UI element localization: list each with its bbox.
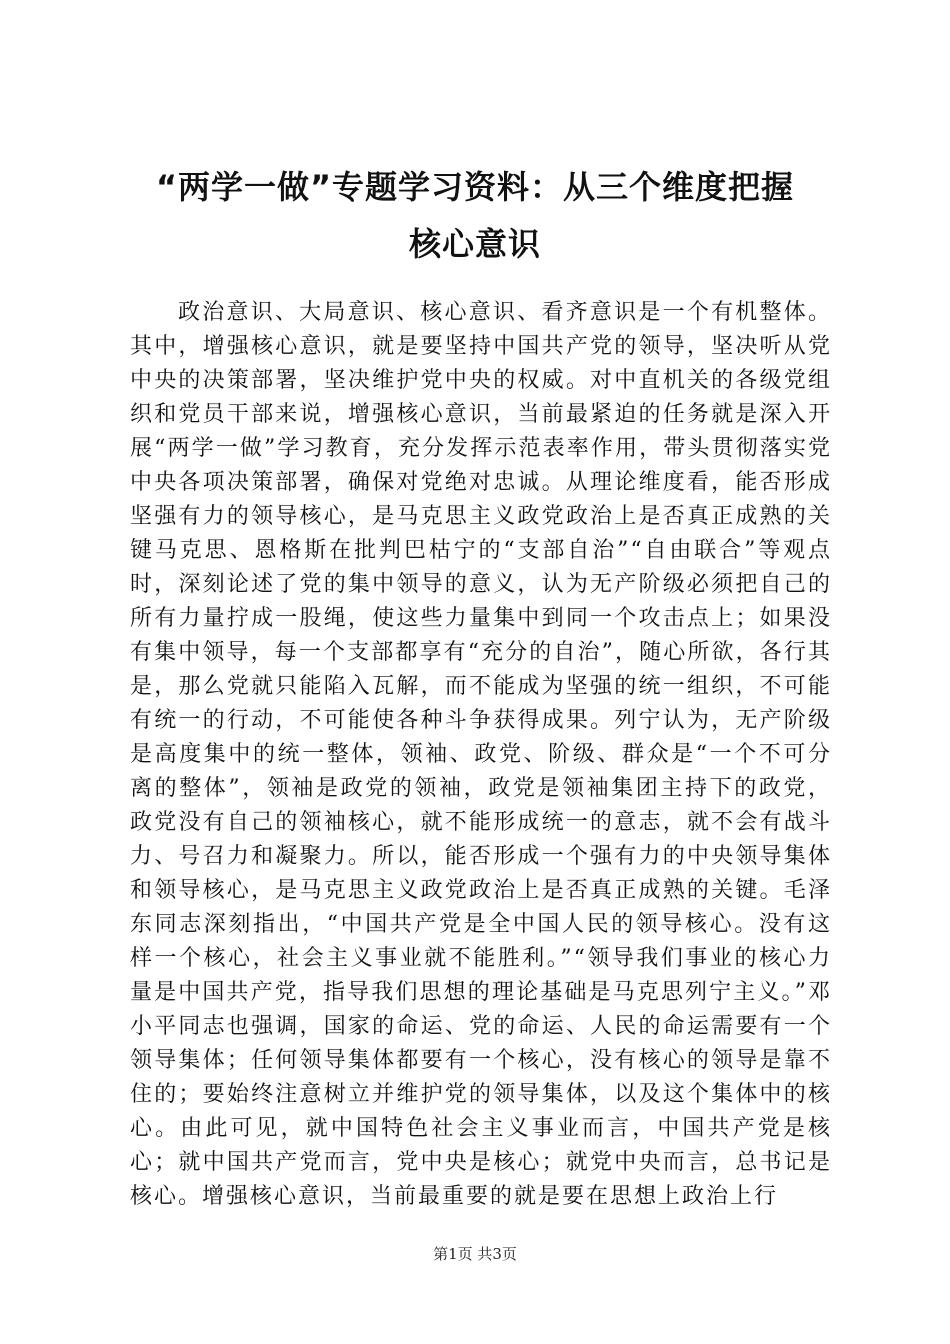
document-title-line-1: “两学一做”专题学习资料：从三个维度把握	[155, 168, 795, 206]
page-number-footer: 第1页 共3页	[433, 1245, 517, 1263]
document-title-line-2: 核心意识	[408, 225, 541, 263]
document-body-paragraph: 政治意识、大局意识、核心意识、看齐意识是一个有机整体。其中，增强核心意识，就是要坚持中国共产党的领导，坚决听从党中央的决策部署，坚决维护党中央的权威。对中直机关的各级党组织和党员干部来说，增强核心意识，当前最紧迫的任务就是深入开展“两学一做”学习教育，充分发挥示范表率作用，带头贯彻落实党中央各项决策部署，确保对党绝对忠诚。从理论维度看，能否形成坚强有力的领导核心，是马克思主义政党政治上是否真正成熟的关键马克思、恩格斯在批判巴枯宁的“支部自治”“自由联合”等观点时，深刻论述了党的集中领导的意义，认为无产阶级必须把自己的所有力量拧成一股绳，使这些力量集中到同一个攻击点上；如果没有集中领导，每一个支部都享有“充分的自治”，随心所欲，各行其是，那么党就只能陷入瓦解，而不能成为坚强的统一组织，不可能有统一的行动，不可能使各种斗争获得成果。列宁认为，无产阶级是高度集中的统一整体，领袖、政党、阶级、群众是“一个不可分离的整体”，领袖是政党的领袖，政党是领袖集团主持下的政党，政党没有自己的领袖核心，就不能形成统一的意志，就不会有战斗力、号召力和凝聚力。所以，能否形成一个强有力的中央领导集体和领导核心，是马克思主义政党政治上是否真正成熟的关键。毛泽东同志深刻指出，“中国共产党是全中国人民的领导核心。没有这样一个核心，社会主义事业就不能胜利。”“领导我们事业的核心力量是中国共产党，指导我们思想的理论基础是马克思列宁主义。”邓小平同志也强调，国家的命运、党的命运、人民的命运需要有一个领导集体；任何领导集体都要有一个核心，没有核心的领导是靠不住的；要始终注意树立并维护党的领导集体，以及这个集体中的核心。由此可见，就中国特色社会主义事业而言，中国共产党是核心；就中国共产党而言，党中央是核心；就党中央而言，总书记是核心。增强核心意识，当前最重要的就是要在思想上政治上行	[130, 300, 832, 1209]
